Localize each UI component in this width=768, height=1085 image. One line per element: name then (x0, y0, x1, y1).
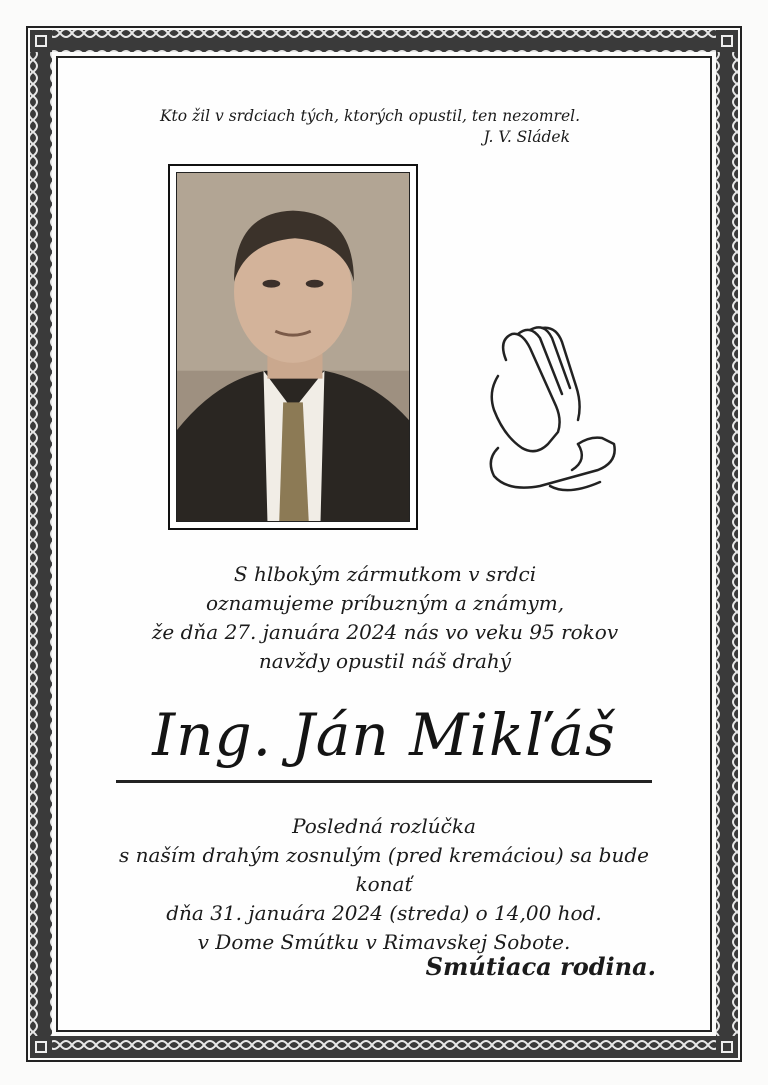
portrait-image (176, 172, 410, 522)
announcement-line-4: navždy opustil náš drahý (258, 649, 512, 673)
announcement-line-2: oznamujeme príbuzným a známym, (205, 591, 565, 615)
announcement-text (150, 560, 620, 676)
farewell-line-1: Posledná rozlúčka (292, 814, 476, 838)
announcement-line-3: že dňa 27. januára 2024 nás vo veku 95 rokov (151, 620, 619, 644)
farewell-line-3: dňa 31. januára 2024 (streda) o 14,00 hod. (166, 901, 602, 925)
praying-hands-icon (478, 320, 628, 500)
quote-author: J. V. Sládek (483, 128, 570, 146)
corner-ornament-top-left (30, 30, 52, 52)
corner-ornament-top-right (716, 30, 738, 52)
announcement-line-1: S hlbokým zármutkom v srdci (233, 562, 537, 586)
name-underline (116, 780, 652, 783)
corner-ornament-bottom-left (30, 1036, 52, 1058)
deceased-name: Ing. Ján Mikľáš (152, 701, 616, 769)
epigraph-quote (150, 106, 590, 148)
farewell-line-2: s naším drahým zosnulým (pred kremáciou) sa bude konať (119, 843, 649, 896)
corner-ornament-bottom-right (716, 1036, 738, 1058)
family-signature: Smútiaca rodina. (425, 952, 656, 981)
farewell-details (108, 812, 660, 957)
farewell-line-4: v Dome Smútku v Rimavskej Sobote. (197, 930, 571, 954)
quote-text: Kto žil v srdciach tých, ktorých opustil, ten nezomrel. (159, 107, 581, 125)
portrait-photo (168, 164, 418, 530)
